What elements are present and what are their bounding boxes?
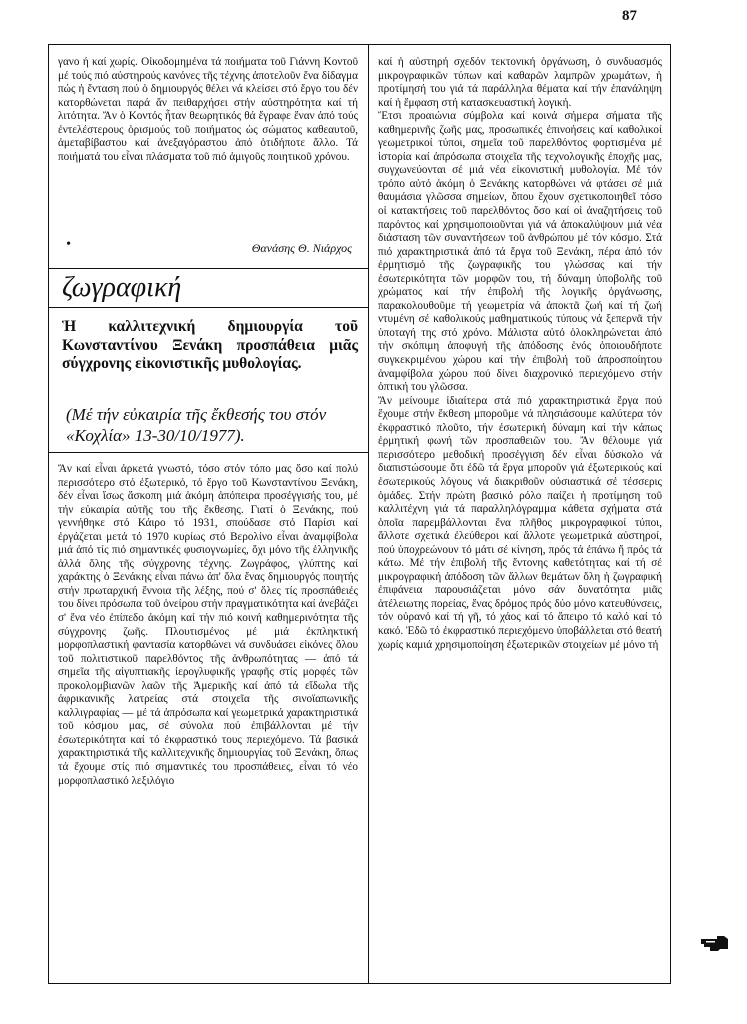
author-signature: Θανάσης Θ. Νιάρχος — [251, 241, 352, 255]
bullet-mark: • — [66, 237, 71, 252]
section-header — [48, 268, 369, 308]
previous-article-text: γανο ή καί χωρίς. Οἰκοδομημένα τά ποιήματα τοῦ Γιάννη Κοντοῦ μέ τούς πιό αὐστηρούς κανόνες τῆς τέχνης ἀποτελοῦν ἕνα δίδαγμα πώς ἡ ἔνταση πού ὁ δημιουργός θέλει νά κλείσει στό ἔργο του δέν κατορθώνεται παρά ἄν πειθαρχήσει στήν αὐστηρότητα καί τή λιτότητα. Ἄν ὁ Κοντός ἦταν θεωρητικός θά ἔγραφε ἕναν ἀπό τούς ἐντελέστερους ὁρισμούς τοῦ ποιήματος ὡς σώματος καθεαυτοῦ, ἀμεταβίβαστου καί ἀνεξαγόραστου ἀπό ὁτιδήποτε ἄλλο. Τά ποιήματά του εἶναι πλάσματα τοῦ πιό ἀμιγοῦς ποιητικοῦ χρόνου. — [58, 56, 358, 163]
column-divider — [368, 44, 369, 984]
article-right-column — [378, 56, 662, 652]
article-headline: Ἡ καλλιτεχνική δημιουργία τοῦ Κωνσταντίνου Ξενάκη προσπάθεια μιᾶς σύγχρονης εἰκονιστικῆς μυθολογίας. — [62, 318, 358, 373]
article-right-paragraph-2: Ἔτσι προαιώνια σύμβολα καί κοινά σήμερα σήματα τῆς καθημερινῆς ζωῆς μας, προσωπικές ἐπινοήσεις καί καθολικοί γεωμετρικοί τύποι, σημεῖα τοῦ παρελθόντος φορτισμένα μέ ἱστορία καί ἀπρόσωπα στοιχεῖα τῆς τεχνολογικῆς ἐποχῆς μας, συγχωνεύονται σέ μιά νέα εἰκονιστική μυθολογία. Μέ τόν τρόπο αὐτό ἀκόμη ὁ Ξενάκης κατορθώνει νά φτάσει σέ μιά θαυμάσια γλῶσσα σημείων, ὅπου ἔχουν σχετικοποιηθεῖ τόσο οἱ κατακτήσεις τοῦ παρελθόντος ὅσο καί οἱ ἀναζητήσεις τοῦ παρόντος καί χρησιμοποιοῦνται γιά νά ἀποκαλύψουν μιά νέα διάσταση τῶν συναντήσεων τοῦ ἀνθρώπου μέ τόν κόσμο. Στά πιό χαρακτηριστικά ἀπό τά ἔργα τοῦ Ξενάκη, πέρα ἀπό τόν ἐρμητισμό τῆς ζωγραφικῆς του γλώσσας καί τήν ἐσωτερικότητα τῶν μορφῶν του, τή δύναμη ὑποβολῆς τοῦ χρώματος καί τήν ἐπιβολή τῆς λογικῆς ὀργάνωσης, παρακολουθοῦμε τή γεωμετρία νά ἀποκτᾶ ζωή καί τή ζωή ντυμένη σέ καθολικούς μαθηματικούς τύπους νά ξεπερνᾶ τήν ὑποταγή της στό χρόνο. Μάλιστα αὐτό ὁλοκληρώνεται ἀπό τήν σκόπιμη ἀποφυγή τῆς ἀπόδοσης ἑνός ὁποιουδήποτε συγκεκριμένου χώρου καί τήν ἐπιβολή τοῦ ἀπροσποίητου ἀναμφίβολα χώρου πού δίνει διαχρονικό περιεχόμενο στήν ὀπτική του γλῶσσα. — [378, 110, 662, 394]
page-number: 87 — [622, 8, 637, 24]
article-subtitle: (Μέ τήν εὐκαιρία τῆς ἔκθεσής του στόν «Κοχλία» 13-30/10/1977). — [66, 405, 327, 445]
pointing-hand-icon — [700, 933, 730, 953]
article-right-paragraph-1: καί ἡ αὐστηρή σχεδόν τεκτονική ὀργάνωση, ὁ συνδυασμός μικρογραφικῶν τύπων καί καθαρῶν λαμπρῶν χρωμάτων, ἡ προτίμησή του γιά τά παράλληλα θέματα καί τήν ἐπανάληψη καί ἡ ἔμφαση στή κατασκευαστική λογική. — [378, 56, 662, 109]
subtitle-rule — [48, 452, 369, 453]
signature-row — [60, 237, 356, 257]
previous-article-ending — [58, 56, 358, 164]
article-right-paragraph-3: Ἄν μείνουμε ἰδιαίτερα στά πιό χαρακτηριστικά ἔργα πού ἔχουμε στήν ἔκθεση μποροῦμε νά πλησιάσουμε καλύτερα τόν ἐκφραστικό πλοῦτο, τήν ἐσωτερική δύναμη καί τήν κάπως ἐρμητική φωνή τῶν προσπαθειῶν του. Ἄν θέλουμε γιά περισσότερο μεθοδική προσέγγιση δέν εἶναι δύσκολο νά διαπιστώσουμε ὅτι ἐδῶ τά ἔργα μποροῦν γιά ἐξωτερικούς καί ἐσωτερικούς λόγους νά διακριθοῦν οὐσιαστικά σέ τέσσερις ὁμάδες. Στήν πρώτη βασικό ρόλο παίζει ἡ προτίμηση τοῦ καλλιτέχνη γιά τά παραλληλόγραμμα κάθετα σχήματα στά ὁποῖα παρεμβάλλονται ἕνα πλῆθος μικρογραφικοί τύποι, ἄλλοτε σχετικά ἐλεύθεροι καί ἄλλοτε γεωμετρικά αὐστηροί, πού ὑποχρεώνουν τό μάτι σέ κίνηση, πρός τά ἐπάνω ἤ πρός τά κάτω. Μέ τήν ἐπιβολή τῆς ἔντονης καθετότητας καί τή σέ μικρογραφική ἀπόδοση τῶν ἄλλων θεμάτων ὅλη ἡ ζωγραφική ἐπιφάνεια παρουσιάζεται μόνο σάν δυνατότητα μιᾶς ἀτέλειωτης πορείας, ἕνας δρόμος πρός δύο μόνο κατευθύνσεις, τόν οὐρανό καί τή γῆ, τό χάος καί τό ἄπειρο τό καλό καί τό κακό. Ἐδῶ τό ἐκφραστικό περιεχόμενο ὑποβάλλεται στό θεατή χωρίς καμιά χρησιμοποίηση ἐξωτερικῶν στοιχείων μέ μόνο τή — [378, 394, 662, 651]
article-left-column — [58, 463, 358, 788]
section-title: ζωγραφική — [62, 272, 182, 303]
article-left-text: Ἄν καί εἶναι ἀρκετά γνωστό, τόσο στόν τόπο μας ὅσο καί πολύ περισσότερο στό ἐξωτερικό, τό ἔργο τοῦ Κωνσταντίνου Ξενάκη, δέν εἶναι ἴσως ἄσκοπη μιά ἀκόμη ἀπόπειρα προσέγγισής του, μέ τήν εὐκαιρία αὐτῆς του τῆς ἔκθεσης. Γιατί ὁ Ξενάκης, πού γεννήθηκε στό Κάιρο τό 1931, σπούδασε στό Παρίσι καί ἐργάζεται μετά τό 1970 κυρίως στό Βερολίνο εἶναι ἀναμφίβολα μιά ἀπό τίς πιό σημαντικές φυσιογνωμίες, ὄχι μόνο τῆς ἑλληνικῆς ἀλλά ὅλης τῆς σύγχρονης τέχνης. Ζωγράφος, γλύπτης καί χαράκτης ὁ Ξενάκης εἶναι πάνω ἀπ' ὅλα ἕνας δημιουργός ποιητής στήν πρωταρχική ἔννοια τῆς λέξης, πού σ' ὅλες τίς προσπάθειές του δίνει πρόσωπα τοῦ ὀνείρου στήν πραγματικότητα καί ἀνεβάζει σ' ἕνα νέο ἐπίπεδο ἀκόμη καί τήν πιό κοινή καθημερινότητα τῆς σύγχρονης ζωῆς. Πλουτισμένος μέ μιά ἐκπληκτική μορφοπλαστική φαντασία κατορθώνει νά συνδυάσει εἰκόνες ὅλου τοῦ πολιτιστικοῦ παρελθόντος τῆς ἀνθρωπότητας — ἀπό τά σημεῖα τῆς αἰγυπτιακῆς ἱερογλυφικῆς γραφῆς στίς μορφές τῶν προκολομβιανῶν λαῶν τῆς Ἀμερικῆς καί ἀπό τά εἴδωλα τῆς ἀφρικανικῆς λατρείας στά στοιχεῖα τῆς σινοϊαπωνικῆς καλλιγραφίας — μέ τά ἀπρόσωπα καί γεωμετρικά χαρακτηριστικά τοῦ κόσμου μας, σέ σύνολα πού ἐπιβάλλονται μέ τήν ἐσωτερικότητα καί τό ἐκφραστικό τους περιεχόμενο. Τά βασικά χαρακτηριστικά τῆς καλλιτεχνικῆς δημιουργίας τοῦ Ξενάκη, ὅπως τά ἔχουμε στίς πιό σημαντικές του προσπάθειες, εἶναι τό νέο μορφοπλαστικό λεξιλόγιο — [58, 463, 358, 787]
